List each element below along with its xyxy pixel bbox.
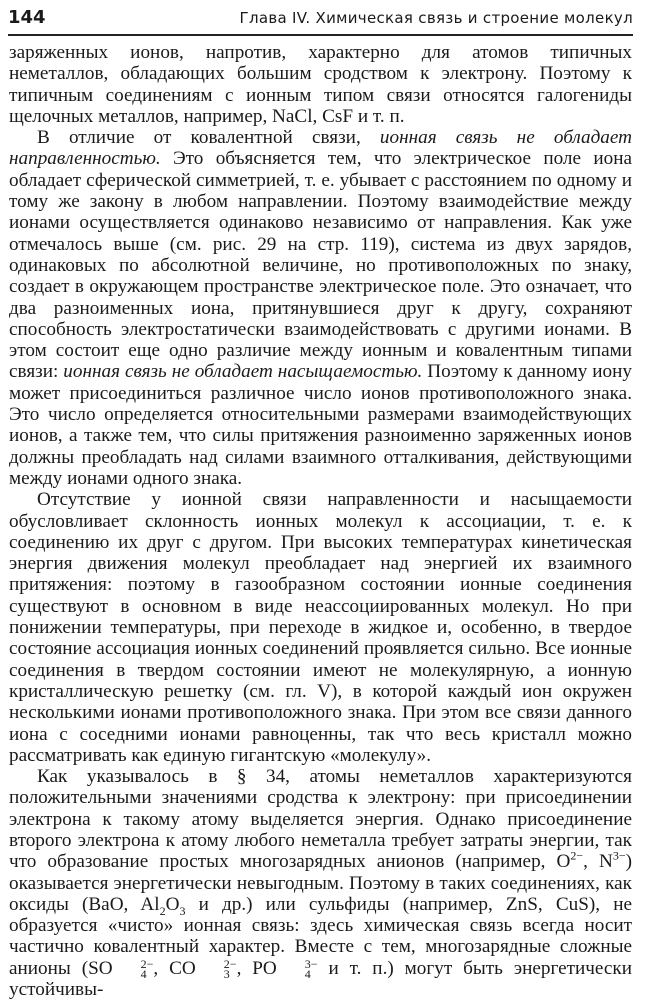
paragraph: Как указывалось в § 34, атомы неметаллов характеризуются положительными значениями сродства к электрону: при присоединении электрона к такому атому выделяется энергия. Однако присоединение второго электрона к атому любого неметалла требует затраты энергии, так что образование простых многозарядных анионов (например, $O^{2-}$, $N^{3-}$) оказывается энергетически невыгодным. Поэтому в таких соединениях, как оксиды (BaO, $Al_2O_3$ и др.) или сульфиды (например, ZnS, CuS), не образуется «чисто» ионная связь: здесь химическая связь всегда носит частично ковалентный характер. Вместе с тем, многозарядные сложные анионы (SO 2− 4 , CO 2− 3 , PO 3− 4 и т. п.) могут быть энергетически устойчивы- (9, 766, 632, 1000)
paragraph: Отсутствие у ионной связи направленности и насыщаемости обусловливает склонность ионных молекул к ассоциации, т. е. к соединению их друг с другом. При высоких температурах кинетическая энергия движения молекул преобладает над энергией их взаимного притяжения: поэтому в газообразном состоянии ионные соединения существуют в основном в виде неассоциированных молекул. Но при понижении температуры, при переходе в жидкое и, особенно, в твердое состояние ассоциация ионных соединений проявляется сильно. Все ионные соединения в твердом состоянии имеют не молекулярную, а ионную кристаллическую решетку (см. гл. V), в которой каждый ион окружен несколькими ионами противоположного знака. При этом все связи данного иона с соседними ионами равноценны, так что весь кристалл можно рассматривать как единую гигантскую «молекулу». (9, 489, 632, 766)
subscript: 2 (159, 903, 166, 918)
page-number: 144 (8, 7, 46, 28)
ion-charge-index: 2− 3 (223, 956, 237, 981)
paragraph: В отличие от ковалентной связи, ионная связь не обладает направленностью. Это объясняется тем, что электрическое поле иона обладает сферической симметрией, т. е. убывает с расстоянием по одному и тому же закону в любом направлении. Поэтому взаимодействие между ионами осуществляется одинаково независимо от направления. Как уже отмечалось выше (см. рис. 29 на стр. 119), система из двух зарядов, одинаковых по абсолютной величине, но противоположных по знаку, создает в окружающем пространстве электрическое поле. Это означает, что два разноименных иона, притянувшиеся друг к другу, сохраняют способность электростатически взаимодействовать с другими ионами. В этом состоит еще одно различие между ионным и ковалентным типами связи: ионная связь не обладает насыщаемостью. Поэтому к данному иону может присоединиться различное число ионов противоположного знака. Это число определяется относительными размерами взаимодействующих ионов, а также тем, что силы притяжения разноименно заряженных ионов должны преобладать над силами взаимного отталкивания, действующими между ионами одного знака. (9, 127, 632, 489)
paragraph: заряженных ионов, напротив, характерно для атомов типичных неметаллов, обладающих большим сродством к электрону. Поэтому к типичным соединениям с ионным типом связи относятся галогениды щелочных металлов, например, NaCl, CsF и т. п. (9, 42, 632, 127)
running-title: Глава IV. Химическая связь и строение молекул (239, 9, 633, 27)
superscript: 2− (570, 848, 584, 863)
page-header (8, 4, 633, 36)
text-body (9, 42, 632, 1000)
ion-charge-index: 2− 4 (140, 956, 154, 981)
italic-emphasis: ионная связь не обладает направленностью. (9, 127, 632, 170)
italic-emphasis: ионная связь не обладает насыщаемостью. (63, 361, 423, 383)
subscript: 3 (179, 903, 186, 918)
ion-charge-index: 3− 4 (304, 956, 318, 981)
superscript: 3− (612, 848, 626, 863)
